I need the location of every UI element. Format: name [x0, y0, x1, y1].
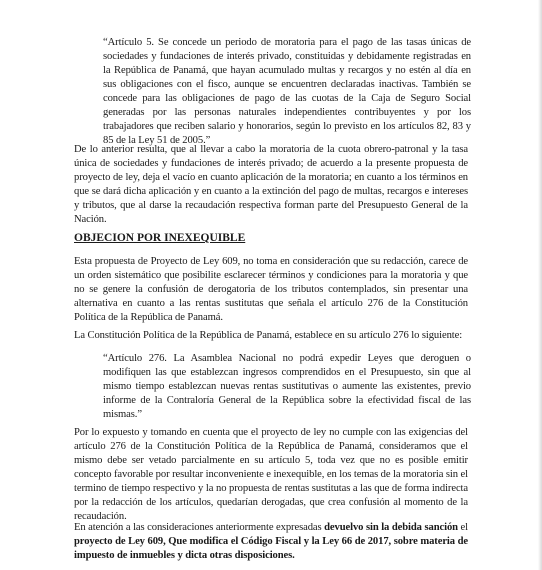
quote-article-5: “Artículo 5. Se concede un periodo de moratoria para el pago de las tasas únicas de sociedades y fundaciones de interés privado, constituidas y debidamente registradas en la República de Panamá, que hayan acumulado multas y recargos y no estén al día en sus obligaciones con el fisco, aunque se encuentren declaradas inactivas. También se concede para las obligaciones de pago de las cuotas de la Caja de Seguro Social generadas por las personas naturales independientes contribuyentes y por los trabajadores que reciben salario y honorarios, según lo previsto en los artículos 82, 83 y 85 de la Ley 51 de 2005.”	[103, 37, 471, 146]
paragraph-moratoria-analysis: De lo anterior resulta, que al llevar a cabo la moratoria de la cuota obrero-patronal y la tasa única de sociedades y fundaciones de interés privado; de acuerdo a la presente propuesta de proyecto de ley, deja el vacío en cuanto aplicación de la moratoria; en cuanto a los términos en que se dará dicha aplicación y en cuanto a la extinción del pago de multas, recargos e intereses y tributos, que al darse la recaudación respectiva forman parte del Presupuesto General de la Nación.	[74, 144, 468, 225]
paragraph-devolucion	[74, 521, 468, 563]
devolucion-connector-text: el	[457, 522, 468, 533]
paragraph-proyecto-609: Esta propuesta de Proyecto de Ley 609, no toma en consideración que su redacción, carece de un orden sistemático que posibilite esclarecer términos y condiciones para la moratoria y que no se genere la confusión de derogatoria de los tributos contemplados, sin presentar una alternativa en cuanto a las rentas sustitutas que señala el artículo 276 de la Constitución Política de la República de Panamá.	[74, 256, 468, 323]
proyecto-ley-bold-text: proyecto de Ley 609, Que modifica el Código Fiscal y la Ley 66 de 2017, sobre materia de impuesto de inmuebles y dicta otras disposiciones.	[74, 536, 468, 561]
paragraph-conclusion: Por lo expuesto y tomando en cuenta que el proyecto de ley no cumple con las exigencias del artículo 276 de la Constitución Política de la República de Panamá, consideramos que el mismo debe ser vetado parcialmente en su artículo 5, toda vez que no es posible emitir concepto favorable por resultar inconveniente e inexequible, en los temas de la moratoria sin el termino de tiempo respectivo y la no propuesta de rentas sustitutas a las que de forma indirecta por la redacción de los artículos, quedarían derogadas, que crea confusión al momento de la recaudación.	[74, 427, 468, 522]
quote-article-276: “Artículo 276. La Asamblea Nacional no podrá expedir Leyes que deroguen o modifiquen las que establezcan ingresos comprendidos en el Presupuesto, sin que al mismo tiempo establezcan nuevas rentas sustitutivas o aumente las existentes, previo informe de la Contraloría General de la República sobre la efectividad fiscal de las mismas.”	[103, 353, 471, 420]
section-heading: OBJECION POR INEXEQUIBLE	[74, 232, 246, 244]
paragraph-constitucion-intro: La Constitución Política de la República de Panamá, establece en su artículo 276 lo siguiente:	[74, 330, 463, 341]
devolucion-bold-text: devuelvo sin la debida sanción	[324, 522, 458, 533]
devolucion-lead-text: En atención a las consideraciones anteriormente expresadas	[74, 522, 325, 533]
page-edge-shadow	[538, 0, 542, 570]
